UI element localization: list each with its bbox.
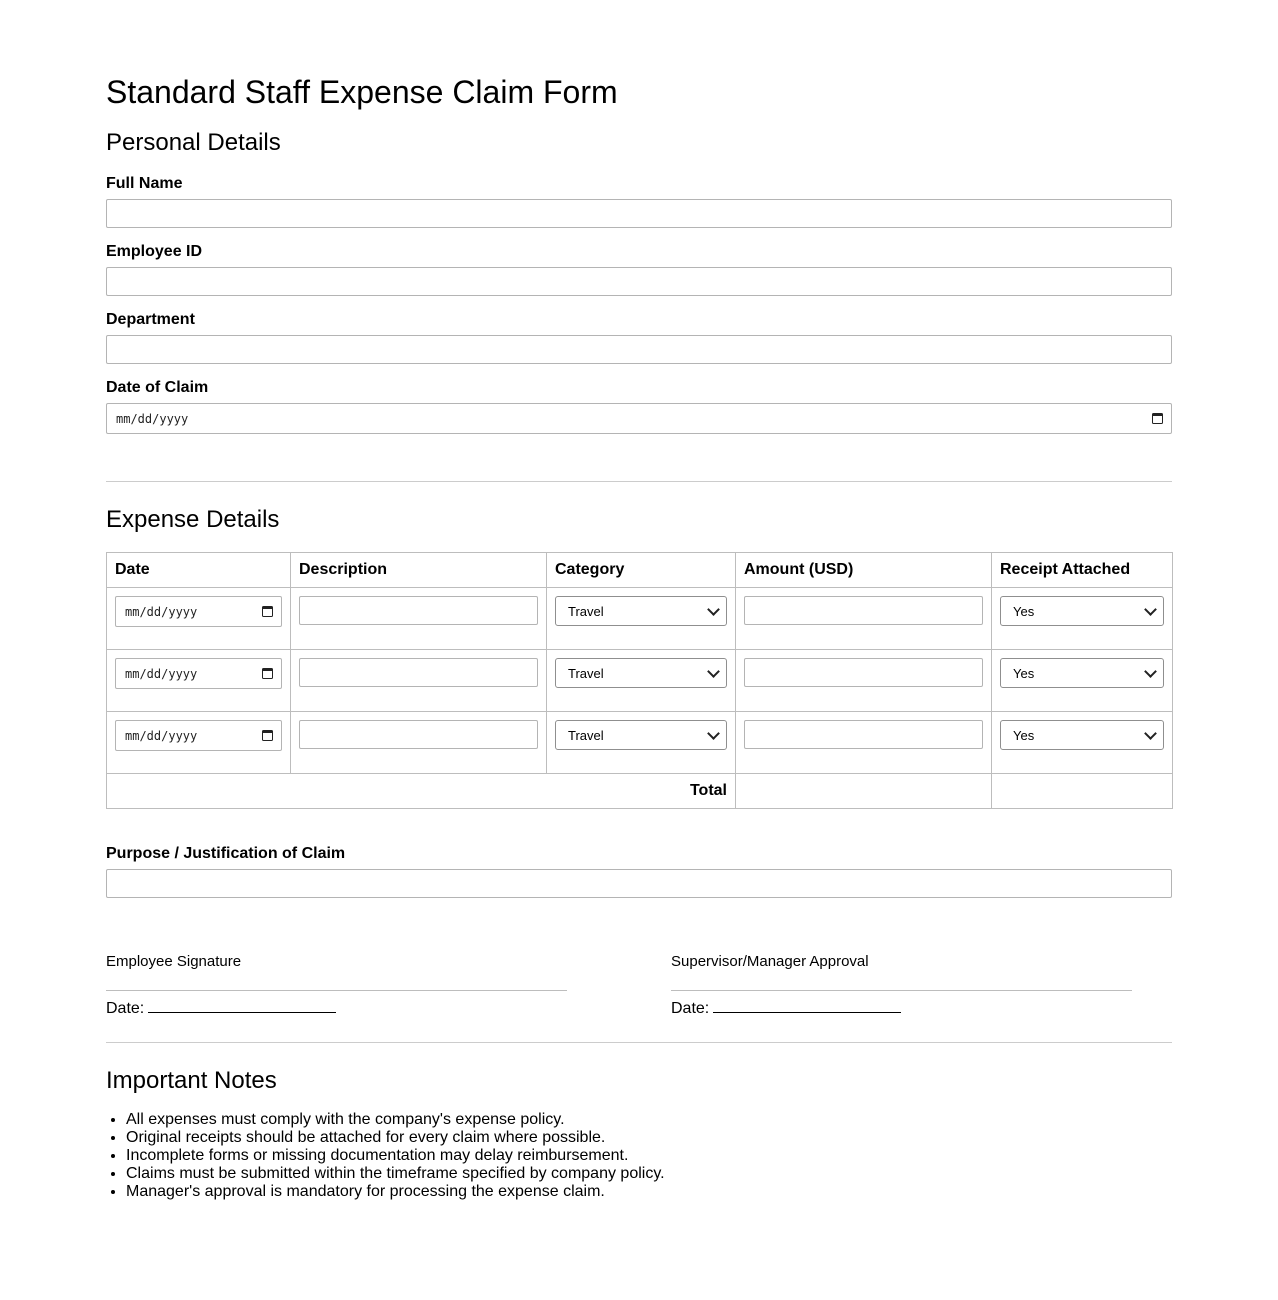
full-name-input[interactable] — [106, 199, 1172, 228]
table-row — [107, 650, 1173, 712]
expense-date-input[interactable] — [115, 658, 282, 689]
supervisor-signature-line[interactable] — [671, 990, 1132, 991]
calendar-icon[interactable] — [262, 668, 273, 679]
chevron-down-icon — [1144, 665, 1157, 678]
list-item: • Incomplete forms or missing documentation may delay reimbursement. — [126, 1147, 665, 1165]
category-select[interactable] — [555, 658, 727, 688]
receipt-cell — [992, 712, 1173, 774]
total-label: Total — [107, 774, 736, 809]
amount-input[interactable] — [744, 720, 983, 749]
date-cell — [107, 588, 291, 650]
calendar-icon[interactable] — [262, 606, 273, 617]
expense-date-input[interactable] — [115, 720, 282, 751]
description-input[interactable] — [299, 720, 538, 749]
date-blank[interactable] — [713, 998, 901, 1013]
date-label: Date: — [671, 1000, 710, 1017]
employee-signature-date — [106, 998, 336, 1018]
section-divider — [106, 481, 1172, 482]
employee-id-input[interactable] — [106, 267, 1172, 296]
calendar-icon[interactable] — [262, 730, 273, 741]
description-input[interactable] — [299, 658, 538, 687]
amount-input[interactable] — [744, 596, 983, 625]
description-cell — [291, 588, 547, 650]
category-select[interactable] — [555, 720, 727, 750]
date-placeholder: mm/dd/yyyy — [125, 728, 198, 743]
category-select[interactable] — [555, 596, 727, 626]
column-header-category: Category — [547, 553, 736, 588]
date-of-claim-input[interactable] — [106, 403, 1172, 434]
description-input[interactable] — [299, 596, 538, 625]
receipt-cell — [992, 650, 1173, 712]
column-header-amount: Amount (USD) — [736, 553, 992, 588]
expense-details-heading: Expense Details — [106, 506, 280, 533]
purpose-label: Purpose / Justification of Claim — [106, 845, 346, 862]
expense-date-input[interactable] — [115, 596, 282, 627]
receipt-value: Yes — [1013, 665, 1035, 681]
calendar-icon[interactable] — [1152, 413, 1163, 424]
total-row — [107, 774, 1173, 809]
category-value: Travel — [568, 665, 604, 681]
chevron-down-icon — [1144, 603, 1157, 616]
category-cell — [547, 588, 736, 650]
amount-cell — [736, 588, 992, 650]
date-blank[interactable] — [148, 998, 336, 1013]
chevron-down-icon — [707, 727, 720, 740]
total-empty-cell — [992, 774, 1173, 809]
category-cell — [547, 712, 736, 774]
column-header-receipt: Receipt Attached — [992, 553, 1173, 588]
receipt-select[interactable] — [1000, 720, 1164, 750]
date-cell — [107, 650, 291, 712]
chevron-down-icon — [707, 603, 720, 616]
column-header-date: Date — [107, 553, 291, 588]
receipt-select[interactable] — [1000, 596, 1164, 626]
supervisor-approval-label: Supervisor/Manager Approval — [671, 953, 869, 970]
table-row — [107, 712, 1173, 774]
employee-id-label: Employee ID — [106, 243, 203, 260]
date-of-claim-label: Date of Claim — [106, 379, 209, 396]
chevron-down-icon — [707, 665, 720, 678]
receipt-select[interactable] — [1000, 658, 1164, 688]
important-notes-heading: Important Notes — [106, 1067, 277, 1094]
list-item: • All expenses must comply with the company's expense policy. — [126, 1111, 665, 1129]
receipt-cell — [992, 588, 1173, 650]
chevron-down-icon — [1144, 727, 1157, 740]
amount-cell — [736, 650, 992, 712]
total-amount — [736, 774, 992, 809]
employee-signature-line[interactable] — [106, 990, 567, 991]
date-placeholder: mm/dd/yyyy — [116, 411, 189, 426]
amount-input[interactable] — [744, 658, 983, 687]
table-header-row — [107, 553, 1173, 588]
date-placeholder: mm/dd/yyyy — [125, 604, 198, 619]
list-item: • Manager's approval is mandatory for processing the expense claim. — [126, 1183, 665, 1201]
date-cell — [107, 712, 291, 774]
column-header-description: Description — [291, 553, 547, 588]
receipt-value: Yes — [1013, 603, 1035, 619]
department-label: Department — [106, 311, 195, 328]
category-value: Travel — [568, 603, 604, 619]
notes-list — [106, 1111, 665, 1201]
personal-details-heading: Personal Details — [106, 129, 281, 156]
employee-signature-label: Employee Signature — [106, 953, 242, 970]
date-label: Date: — [106, 1000, 145, 1017]
date-placeholder: mm/dd/yyyy — [125, 666, 198, 681]
category-value: Travel — [568, 727, 604, 743]
department-input[interactable] — [106, 335, 1172, 364]
list-item: • Original receipts should be attached for every claim where possible. — [126, 1129, 665, 1147]
description-cell — [291, 712, 547, 774]
supervisor-signature-date — [671, 998, 901, 1018]
receipt-value: Yes — [1013, 727, 1035, 743]
category-cell — [547, 650, 736, 712]
description-cell — [291, 650, 547, 712]
full-name-label: Full Name — [106, 175, 183, 192]
expense-table — [106, 552, 1173, 809]
section-divider — [106, 1042, 1172, 1043]
table-row — [107, 588, 1173, 650]
purpose-input[interactable] — [106, 869, 1172, 898]
page-title: Standard Staff Expense Claim Form — [106, 74, 618, 110]
amount-cell — [736, 712, 992, 774]
list-item: • Claims must be submitted within the timeframe specified by company policy. — [126, 1165, 665, 1183]
